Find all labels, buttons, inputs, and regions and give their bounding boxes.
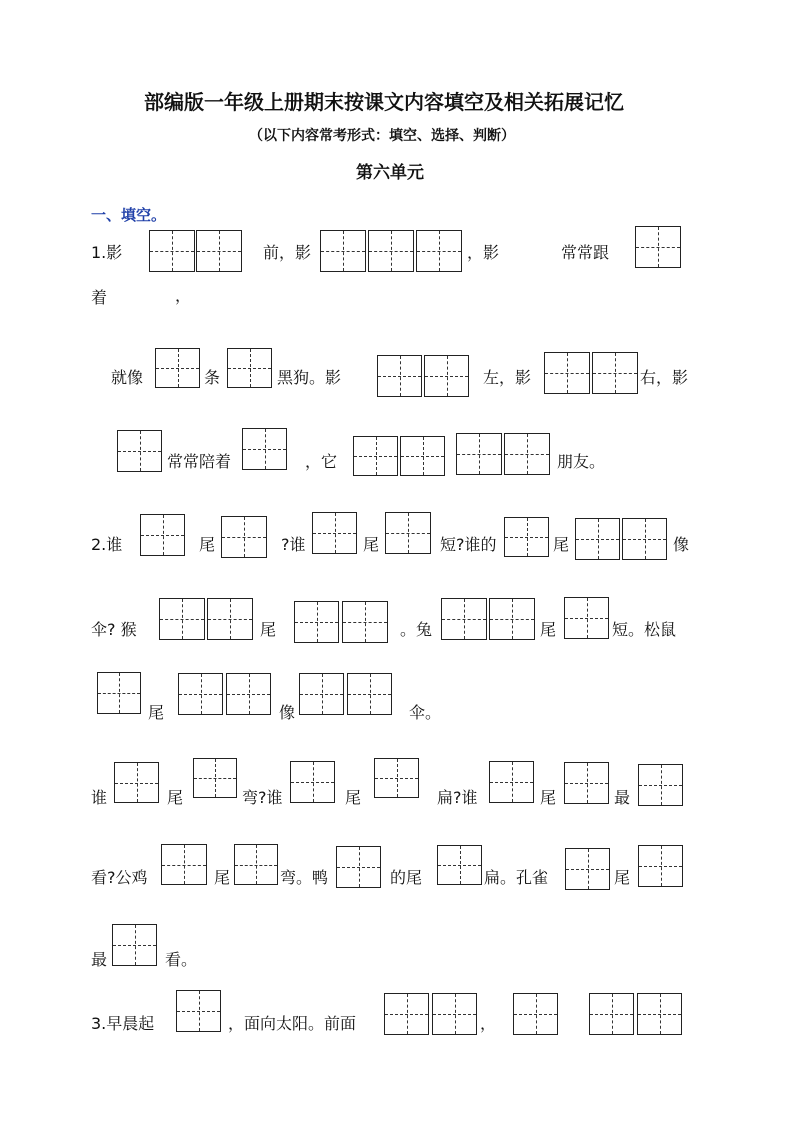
answer-box[interactable]	[336, 846, 381, 888]
answer-box[interactable]	[456, 433, 502, 475]
q2-text-2: 尾	[199, 535, 216, 554]
q2-text-29: 最	[91, 950, 108, 969]
answer-box[interactable]	[377, 355, 422, 397]
q2-text-17: 尾	[167, 788, 184, 807]
q2-text-3: ?谁	[281, 535, 306, 554]
q2-text-5: 短?谁的	[440, 535, 497, 554]
answer-box[interactable]	[161, 844, 207, 885]
q2-text-15: 伞。	[409, 703, 442, 722]
answer-box[interactable]	[374, 758, 419, 798]
q2-text-28: 尾	[614, 868, 631, 887]
answer-box[interactable]	[312, 512, 357, 554]
q2-text-10: 。兔	[400, 620, 433, 639]
answer-box[interactable]	[504, 433, 550, 475]
answer-box[interactable]	[489, 598, 535, 640]
q1-text-10: 左，影	[483, 368, 532, 387]
answer-box[interactable]	[589, 993, 634, 1035]
q2-text-6: 尾	[553, 535, 570, 554]
answer-box[interactable]	[638, 764, 683, 806]
q3-text-3: ，	[480, 1014, 497, 1033]
answer-box[interactable]	[347, 673, 392, 715]
q2-text-25: 弯。鸭	[280, 868, 329, 887]
answer-box[interactable]	[400, 436, 445, 476]
q1-text-3: ，影	[467, 243, 500, 262]
answer-box[interactable]	[437, 845, 482, 885]
q1-text-4: 常常跟	[561, 243, 610, 262]
q1-text-8: 条	[204, 368, 221, 387]
answer-box[interactable]	[564, 597, 609, 639]
answer-box[interactable]	[564, 762, 609, 804]
q3-text-1: 3.早晨起	[91, 1014, 155, 1033]
answer-box[interactable]	[149, 230, 195, 272]
q2-text-22: 最	[614, 788, 631, 807]
q1-text-1: 1.影	[91, 243, 123, 262]
page-title: 部编版一年级上册期末按课文内容填空及相关拓展记忆	[144, 90, 624, 114]
answer-box[interactable]	[424, 355, 469, 397]
answer-box[interactable]	[299, 673, 344, 715]
answer-box[interactable]	[385, 512, 431, 554]
q2-text-24: 尾	[214, 868, 231, 887]
q1-text-6: ，	[175, 286, 192, 305]
answer-box[interactable]	[112, 924, 157, 966]
q2-text-14: 像	[279, 703, 296, 722]
q1-text-5: 着	[91, 288, 108, 307]
q1-text-12: 常常陪着	[167, 452, 232, 471]
q2-text-16: 谁	[91, 788, 108, 807]
q2-text-23: 看?公鸡	[91, 868, 148, 887]
q1-text-11: 右，影	[640, 368, 689, 387]
section-heading-fill-blank: 一、填空。	[91, 206, 167, 224]
answer-box[interactable]	[221, 516, 267, 558]
unit-heading: 第六单元	[356, 163, 424, 183]
answer-box[interactable]	[227, 348, 272, 388]
q2-text-13: 尾	[148, 703, 165, 722]
q2-text-11: 尾	[540, 620, 557, 639]
answer-box[interactable]	[176, 990, 221, 1032]
answer-box[interactable]	[226, 673, 271, 715]
answer-box[interactable]	[97, 672, 141, 714]
q2-text-19: 尾	[345, 788, 362, 807]
q2-text-26: 的尾	[390, 868, 423, 887]
q1-text-13: ，它	[305, 452, 338, 471]
q2-text-4: 尾	[363, 535, 380, 554]
answer-box[interactable]	[622, 518, 667, 560]
answer-box[interactable]	[635, 226, 681, 268]
answer-box[interactable]	[114, 762, 159, 803]
answer-box[interactable]	[159, 598, 205, 640]
q2-text-18: 弯?谁	[242, 788, 283, 807]
answer-box[interactable]	[544, 352, 590, 394]
q1-text-9: 黑狗。影	[277, 368, 342, 387]
q2-text-7: 像	[673, 535, 690, 554]
answer-box[interactable]	[242, 428, 287, 470]
q2-text-30: 看。	[165, 950, 198, 969]
answer-box[interactable]	[193, 758, 237, 798]
answer-box[interactable]	[140, 514, 185, 556]
answer-box[interactable]	[368, 230, 414, 272]
q2-text-21: 尾	[540, 788, 557, 807]
answer-box[interactable]	[117, 430, 162, 472]
answer-box[interactable]	[294, 601, 339, 643]
answer-box[interactable]	[290, 761, 335, 803]
answer-box[interactable]	[416, 230, 462, 272]
q2-text-20: 扁?谁	[437, 788, 478, 807]
page-subtitle: （以下内容常考形式：填空、选择、判断）	[249, 128, 515, 144]
q2-text-12: 短。松鼠	[612, 620, 677, 639]
answer-box[interactable]	[178, 673, 223, 715]
answer-box[interactable]	[504, 517, 549, 557]
answer-box[interactable]	[207, 598, 253, 640]
answer-box[interactable]	[155, 348, 200, 388]
answer-box[interactable]	[342, 601, 388, 643]
answer-box[interactable]	[320, 230, 366, 272]
q2-text-8: 伞? 猴	[91, 620, 137, 639]
answer-box[interactable]	[513, 993, 558, 1035]
answer-box[interactable]	[234, 844, 278, 885]
answer-box[interactable]	[196, 230, 242, 272]
answer-box[interactable]	[637, 993, 682, 1035]
q1-text-7: 就像	[111, 368, 144, 387]
q3-text-2: ，面向太阳。前面	[228, 1014, 357, 1033]
answer-box[interactable]	[489, 761, 534, 803]
answer-box[interactable]	[432, 993, 477, 1035]
answer-box[interactable]	[384, 993, 429, 1035]
q1-text-2: 前，影	[263, 243, 312, 262]
q1-text-14: 朋友。	[557, 452, 606, 471]
q2-text-1: 2.谁	[91, 535, 123, 554]
q2-text-27: 扁。孔雀	[484, 868, 549, 887]
answer-box[interactable]	[441, 598, 487, 640]
q2-text-9: 尾	[260, 620, 277, 639]
answer-box[interactable]	[353, 436, 398, 476]
answer-box[interactable]	[592, 352, 638, 394]
answer-box[interactable]	[575, 518, 620, 560]
answer-box[interactable]	[565, 848, 610, 890]
answer-box[interactable]	[638, 845, 683, 887]
